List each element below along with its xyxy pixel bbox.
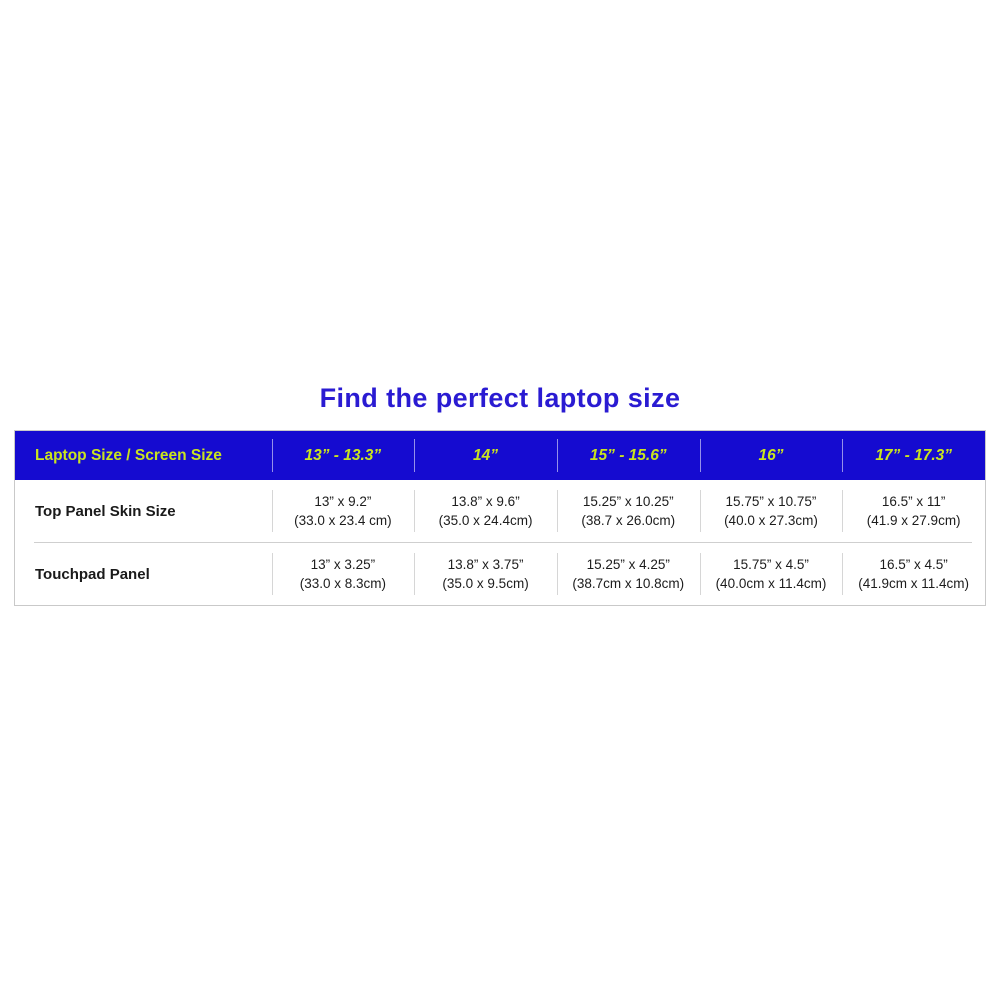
cell-cm: (41.9cm x 11.4cm): [858, 576, 970, 591]
cell-inches: 13” x 3.25”: [310, 557, 376, 572]
table-header-row: [15, 431, 985, 480]
table-cell: [700, 543, 843, 605]
page-title: Find the perfect laptop size: [319, 383, 681, 413]
header-cell-15in: 15” - 15.6”: [557, 431, 700, 480]
table-row-touchpad: [15, 543, 985, 605]
table-cell: [842, 543, 985, 605]
header-cell-laptop-size: Laptop Size / Screen Size: [35, 446, 222, 464]
row-label-touchpad: Touchpad Panel: [35, 565, 150, 583]
table-row-top-panel: [15, 480, 985, 542]
header-cell-17in: 17” - 17.3”: [842, 431, 985, 480]
cell-cm: (38.7 x 26.0cm): [581, 513, 676, 528]
cell-cm: (33.0 x 23.4 cm): [294, 513, 392, 528]
cell-cm: (40.0cm x 11.4cm): [715, 576, 827, 591]
cell-inches: 15.75” x 10.75”: [725, 494, 817, 509]
cell-inches: 16.5” x 4.5”: [879, 557, 948, 572]
cell-cm: (40.0 x 27.3cm): [724, 513, 818, 528]
cell-cm: (38.7cm x 10.8cm): [572, 576, 685, 591]
table-cell: [414, 480, 557, 542]
cell-inches: 15.25” x 10.25”: [582, 494, 674, 509]
table-cell: [700, 480, 843, 542]
table-cell: [557, 543, 700, 605]
header-cell-16in: 16”: [700, 431, 843, 480]
table-cell: [272, 543, 415, 605]
cell-cm: (35.0 x 24.4cm): [438, 513, 533, 528]
cell-inches: 13.8” x 3.75”: [447, 557, 524, 572]
cell-cm: (35.0 x 9.5cm): [442, 576, 529, 591]
cell-inches: 15.25” x 4.25”: [586, 557, 670, 572]
cell-cm: (33.0 x 8.3cm): [299, 576, 386, 591]
laptop-size-table: [14, 430, 986, 606]
header-cell-13in: 13” - 13.3”: [272, 431, 415, 480]
table-cell: [842, 480, 985, 542]
table-cell: [414, 543, 557, 605]
cell-inches: 13” x 9.2”: [314, 494, 372, 509]
cell-inches: 13.8” x 9.6”: [451, 494, 520, 509]
table-cell: [272, 480, 415, 542]
header-cell-14in: 14”: [414, 431, 557, 480]
cell-inches: 15.75” x 4.5”: [733, 557, 809, 572]
table-cell: [557, 480, 700, 542]
cell-cm: (41.9 x 27.9cm): [866, 513, 961, 528]
row-label-top-panel: Top Panel Skin Size: [35, 502, 176, 520]
cell-inches: 16.5” x 11”: [881, 494, 946, 509]
title-section: [0, 0, 1000, 414]
